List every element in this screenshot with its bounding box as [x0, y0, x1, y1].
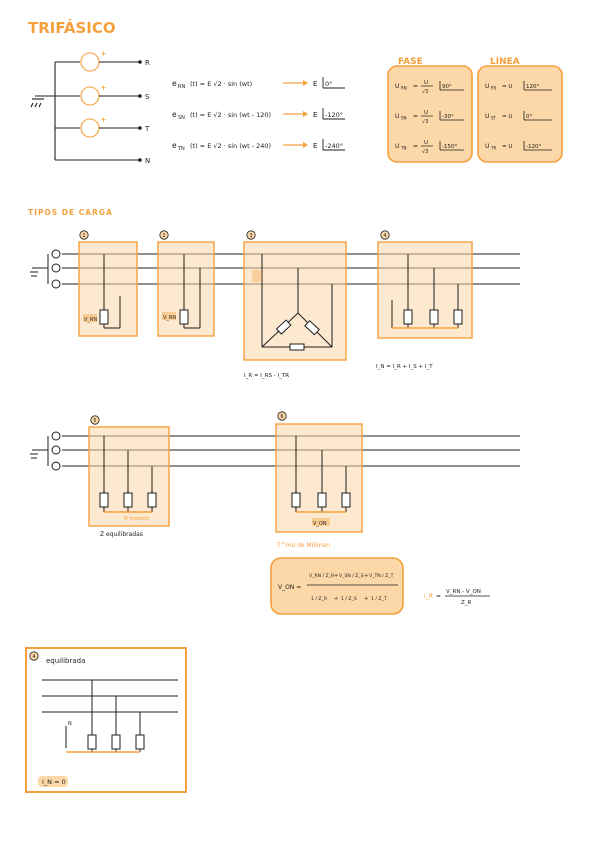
svg-text:+: +: [100, 49, 107, 58]
delta-note: I_R = I_RS - I_TR: [244, 373, 290, 379]
load-3-box: [244, 242, 346, 360]
tipos-title: TIPOS DE CARGA: [28, 208, 113, 217]
label-s: S: [145, 93, 150, 101]
svg-text:+: +: [100, 115, 107, 124]
equation-angle: -240°: [325, 142, 344, 150]
fase-sub: TN: [401, 145, 407, 151]
millman-den-term: 1 / Z_R: [311, 597, 328, 602]
load-6-von: V_ON: [313, 521, 327, 527]
linea-sub: RS: [491, 85, 497, 91]
equation-lhs: e: [172, 141, 177, 150]
load-badge-3: [247, 231, 255, 239]
current-lhs: I_R: [424, 593, 433, 600]
label-r: R: [145, 59, 150, 67]
load-badge-2: [160, 231, 168, 239]
equation-lhs: e: [172, 110, 177, 119]
equation-1: [172, 108, 345, 121]
linea-name: U: [485, 143, 490, 150]
svg-text:=: =: [436, 593, 442, 600]
fase-angle: -30°: [442, 114, 454, 120]
fase-num: U: [424, 80, 429, 86]
in-zero: I_N = 0: [42, 778, 66, 786]
fase-name: U: [395, 113, 400, 120]
phase-equations: [172, 77, 345, 152]
equation-angle: -120°: [325, 111, 344, 119]
current-den: Z_R: [461, 600, 472, 606]
linea-name: U: [485, 113, 490, 120]
fase-den: √3: [422, 119, 429, 125]
neutro-label: N (neutro): [124, 516, 150, 522]
linea-name: U: [485, 83, 490, 90]
equation-phasor: E: [313, 80, 318, 88]
millman-den-term: 1 / Z_T: [371, 597, 387, 602]
fase-den: √3: [422, 149, 429, 155]
equation-rhs: (t) = E √2 · sin (wt): [190, 80, 253, 88]
star-note: I_N = I_R + I_S + I_T: [376, 364, 433, 370]
svg-text:4: 4: [383, 233, 387, 239]
svg-text:5: 5: [93, 418, 97, 424]
current-formula: [424, 589, 490, 606]
millman-num-term: V_SN / Z_S: [339, 574, 364, 579]
svg-text:6: 6: [280, 414, 284, 420]
equation-lhs: e: [172, 79, 177, 88]
equation-sub: TN: [178, 146, 185, 152]
linea-eq: = U: [502, 144, 513, 150]
fase-den: √3: [422, 89, 429, 95]
equation-2: [172, 139, 345, 152]
load-badge-6: [278, 412, 286, 420]
current-num: V_RN - V_ON: [446, 589, 481, 595]
equation-rhs: (t) = E √2 · sin (wt - 240): [190, 142, 272, 150]
millman-num-term: V_TN / Z_T: [369, 574, 394, 579]
load-badge-7: [30, 652, 38, 660]
equation-sub: SN: [178, 115, 185, 121]
equation-angle: 0°: [325, 80, 333, 88]
svg-text:=: =: [413, 113, 419, 120]
svg-text:+: +: [334, 596, 339, 602]
svg-text:+: +: [364, 573, 369, 579]
load-2-vrn: V_RN: [163, 315, 177, 321]
svg-text:=: =: [413, 143, 419, 150]
linea-eq: = U: [502, 84, 513, 90]
label-t: T: [145, 125, 150, 133]
svg-text:+: +: [364, 596, 369, 602]
linea-angle: 120°: [526, 84, 540, 90]
page-title: TRIFÁSICO: [28, 19, 116, 37]
fase-num: U: [424, 140, 429, 146]
svg-text:1: 1: [82, 233, 86, 239]
fase-sub: SN: [401, 115, 407, 121]
svg-text:4: 4: [32, 654, 36, 660]
linea-angle: 0°: [526, 114, 533, 120]
fase-num: U: [424, 110, 429, 116]
millman-den-term: 1 / Z_S: [341, 597, 357, 602]
equation-phasor: E: [313, 142, 318, 150]
label-n: N: [145, 157, 151, 165]
row1-sources: [52, 250, 60, 288]
equation-0: [172, 77, 345, 90]
fase-angle: -150°: [442, 144, 458, 150]
linea-title: LÍNEA: [490, 57, 520, 67]
equation-sub: RN: [178, 84, 186, 90]
equilibrada-title: equilibrada: [46, 657, 86, 665]
eq-n-label: N: [68, 721, 72, 727]
millman-title: T^ma de Millman: [277, 542, 331, 549]
equilibrada-box: [26, 648, 186, 792]
fase-sub: RN: [401, 85, 407, 91]
load-badge-5: [91, 416, 99, 424]
equation-rhs: (t) = E √2 · sin (wt - 120): [190, 111, 272, 119]
equation-phasor: E: [313, 111, 318, 119]
load-badge-1: [80, 231, 88, 239]
source-diagram: [31, 53, 140, 160]
linea-eq: = U: [502, 114, 513, 120]
svg-text:+: +: [100, 83, 107, 92]
linea-angle: -120°: [526, 144, 542, 150]
load-badge-4: [381, 231, 389, 239]
equilibradas-label: Z equilibradas: [100, 531, 143, 538]
load-5-box: [89, 427, 169, 526]
linea-sub: ST: [491, 115, 496, 121]
svg-text:+: +: [334, 573, 339, 579]
fase-title: FASE: [398, 57, 423, 67]
svg-text:3: 3: [249, 233, 253, 239]
load-1-vrn: V_RN: [84, 317, 98, 323]
millman-num-term: V_RN / Z_R: [309, 574, 335, 579]
svg-text:2: 2: [162, 233, 166, 239]
fase-name: U: [395, 83, 400, 90]
fase-name: U: [395, 143, 400, 150]
linea-sub: TR: [491, 145, 497, 151]
load-6-box: [276, 424, 362, 532]
millman-lhs: V_ON =: [278, 584, 302, 591]
svg-text:=: =: [413, 83, 419, 90]
fase-angle: 90°: [442, 84, 452, 90]
